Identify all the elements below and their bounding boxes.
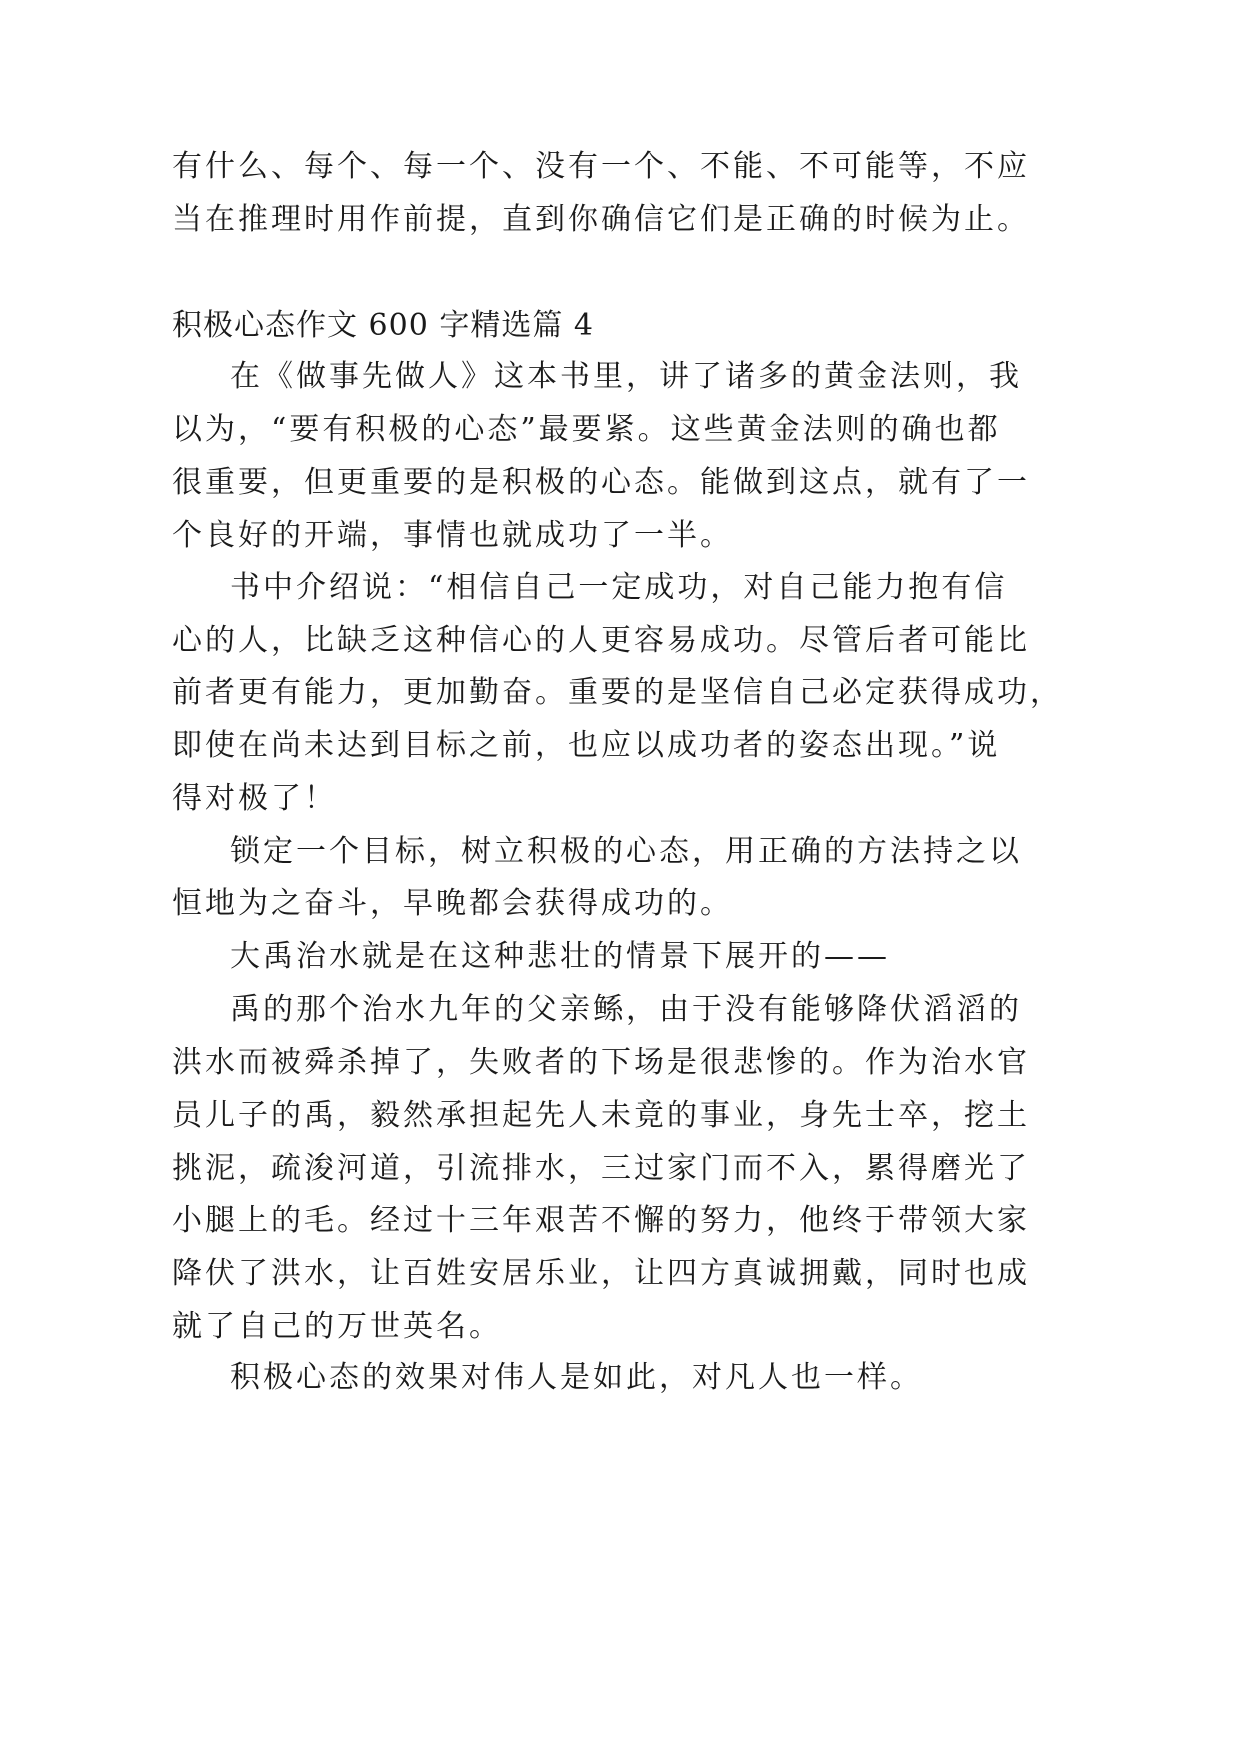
text-line: 就了自己的万世英名。 — [172, 1309, 502, 1344]
text-line: 前者更有能力，更加勤奋。重要的是坚信自己必定获得成功， — [172, 675, 1063, 710]
text-line: 心的人，比缺乏这种信心的人更容易成功。尽管后者可能比 — [172, 623, 1030, 658]
text-line: 禹的那个治水九年的父亲鲧，由于没有能够降伏滔滔的 — [230, 992, 1022, 1027]
text-line: 挑泥，疏浚河道，引流排水，三过家门而不入，累得磨光了 — [172, 1151, 1030, 1186]
text-line: 积极心态的效果对伟人是如此，对凡人也一样。 — [230, 1360, 923, 1395]
text-line: 员儿子的禹，毅然承担起先人未竟的事业，身先士卒，挖土 — [172, 1098, 1030, 1133]
text-line: 大禹治水就是在这种悲壮的情景下展开的—— — [230, 939, 890, 974]
text-line: 锁定一个目标，树立积极的心态，用正确的方法持之以 — [230, 834, 1022, 869]
text-line: 在《做事先做人》这本书里，讲了诸多的黄金法则，我 — [230, 359, 1022, 394]
text-line: 得对极了！ — [172, 781, 337, 816]
text-line: 个良好的开端，事情也就成功了一半。 — [172, 518, 733, 553]
text-line: 降伏了洪水，让百姓安居乐业，让四方真诚拥戴，同时也成 — [172, 1256, 1030, 1291]
text-line: 以为，“要有积极的心态”最要紧。这些黄金法则的确也都 — [172, 412, 1001, 447]
text-line: 当在推理时用作前提，直到你确信它们是正确的时候为止。 — [172, 202, 1030, 237]
text-line: 恒地为之奋斗，早晚都会获得成功的。 — [172, 886, 733, 921]
text-line: 书中介绍说：“相信自己一定成功，对自己能力抱有信 — [230, 570, 1008, 605]
text-line: 有什么、每个、每一个、没有一个、不能、不可能等，不应 — [172, 149, 1030, 184]
text-line: 很重要，但更重要的是积极的心态。能做到这点，就有了一 — [172, 465, 1030, 500]
text-line: 即使在尚未达到目标之前，也应以成功者的姿态出现。”说 — [172, 728, 1001, 763]
text-line: 洪水而被舜杀掉了，失败者的下场是很悲惨的。作为治水官 — [172, 1045, 1030, 1080]
section-heading: 积极心态作文 600 字精选篇 4 — [172, 308, 594, 343]
text-line: 小腿上的毛。经过十三年艰苦不懈的努力，他终于带领大家 — [172, 1203, 1030, 1238]
